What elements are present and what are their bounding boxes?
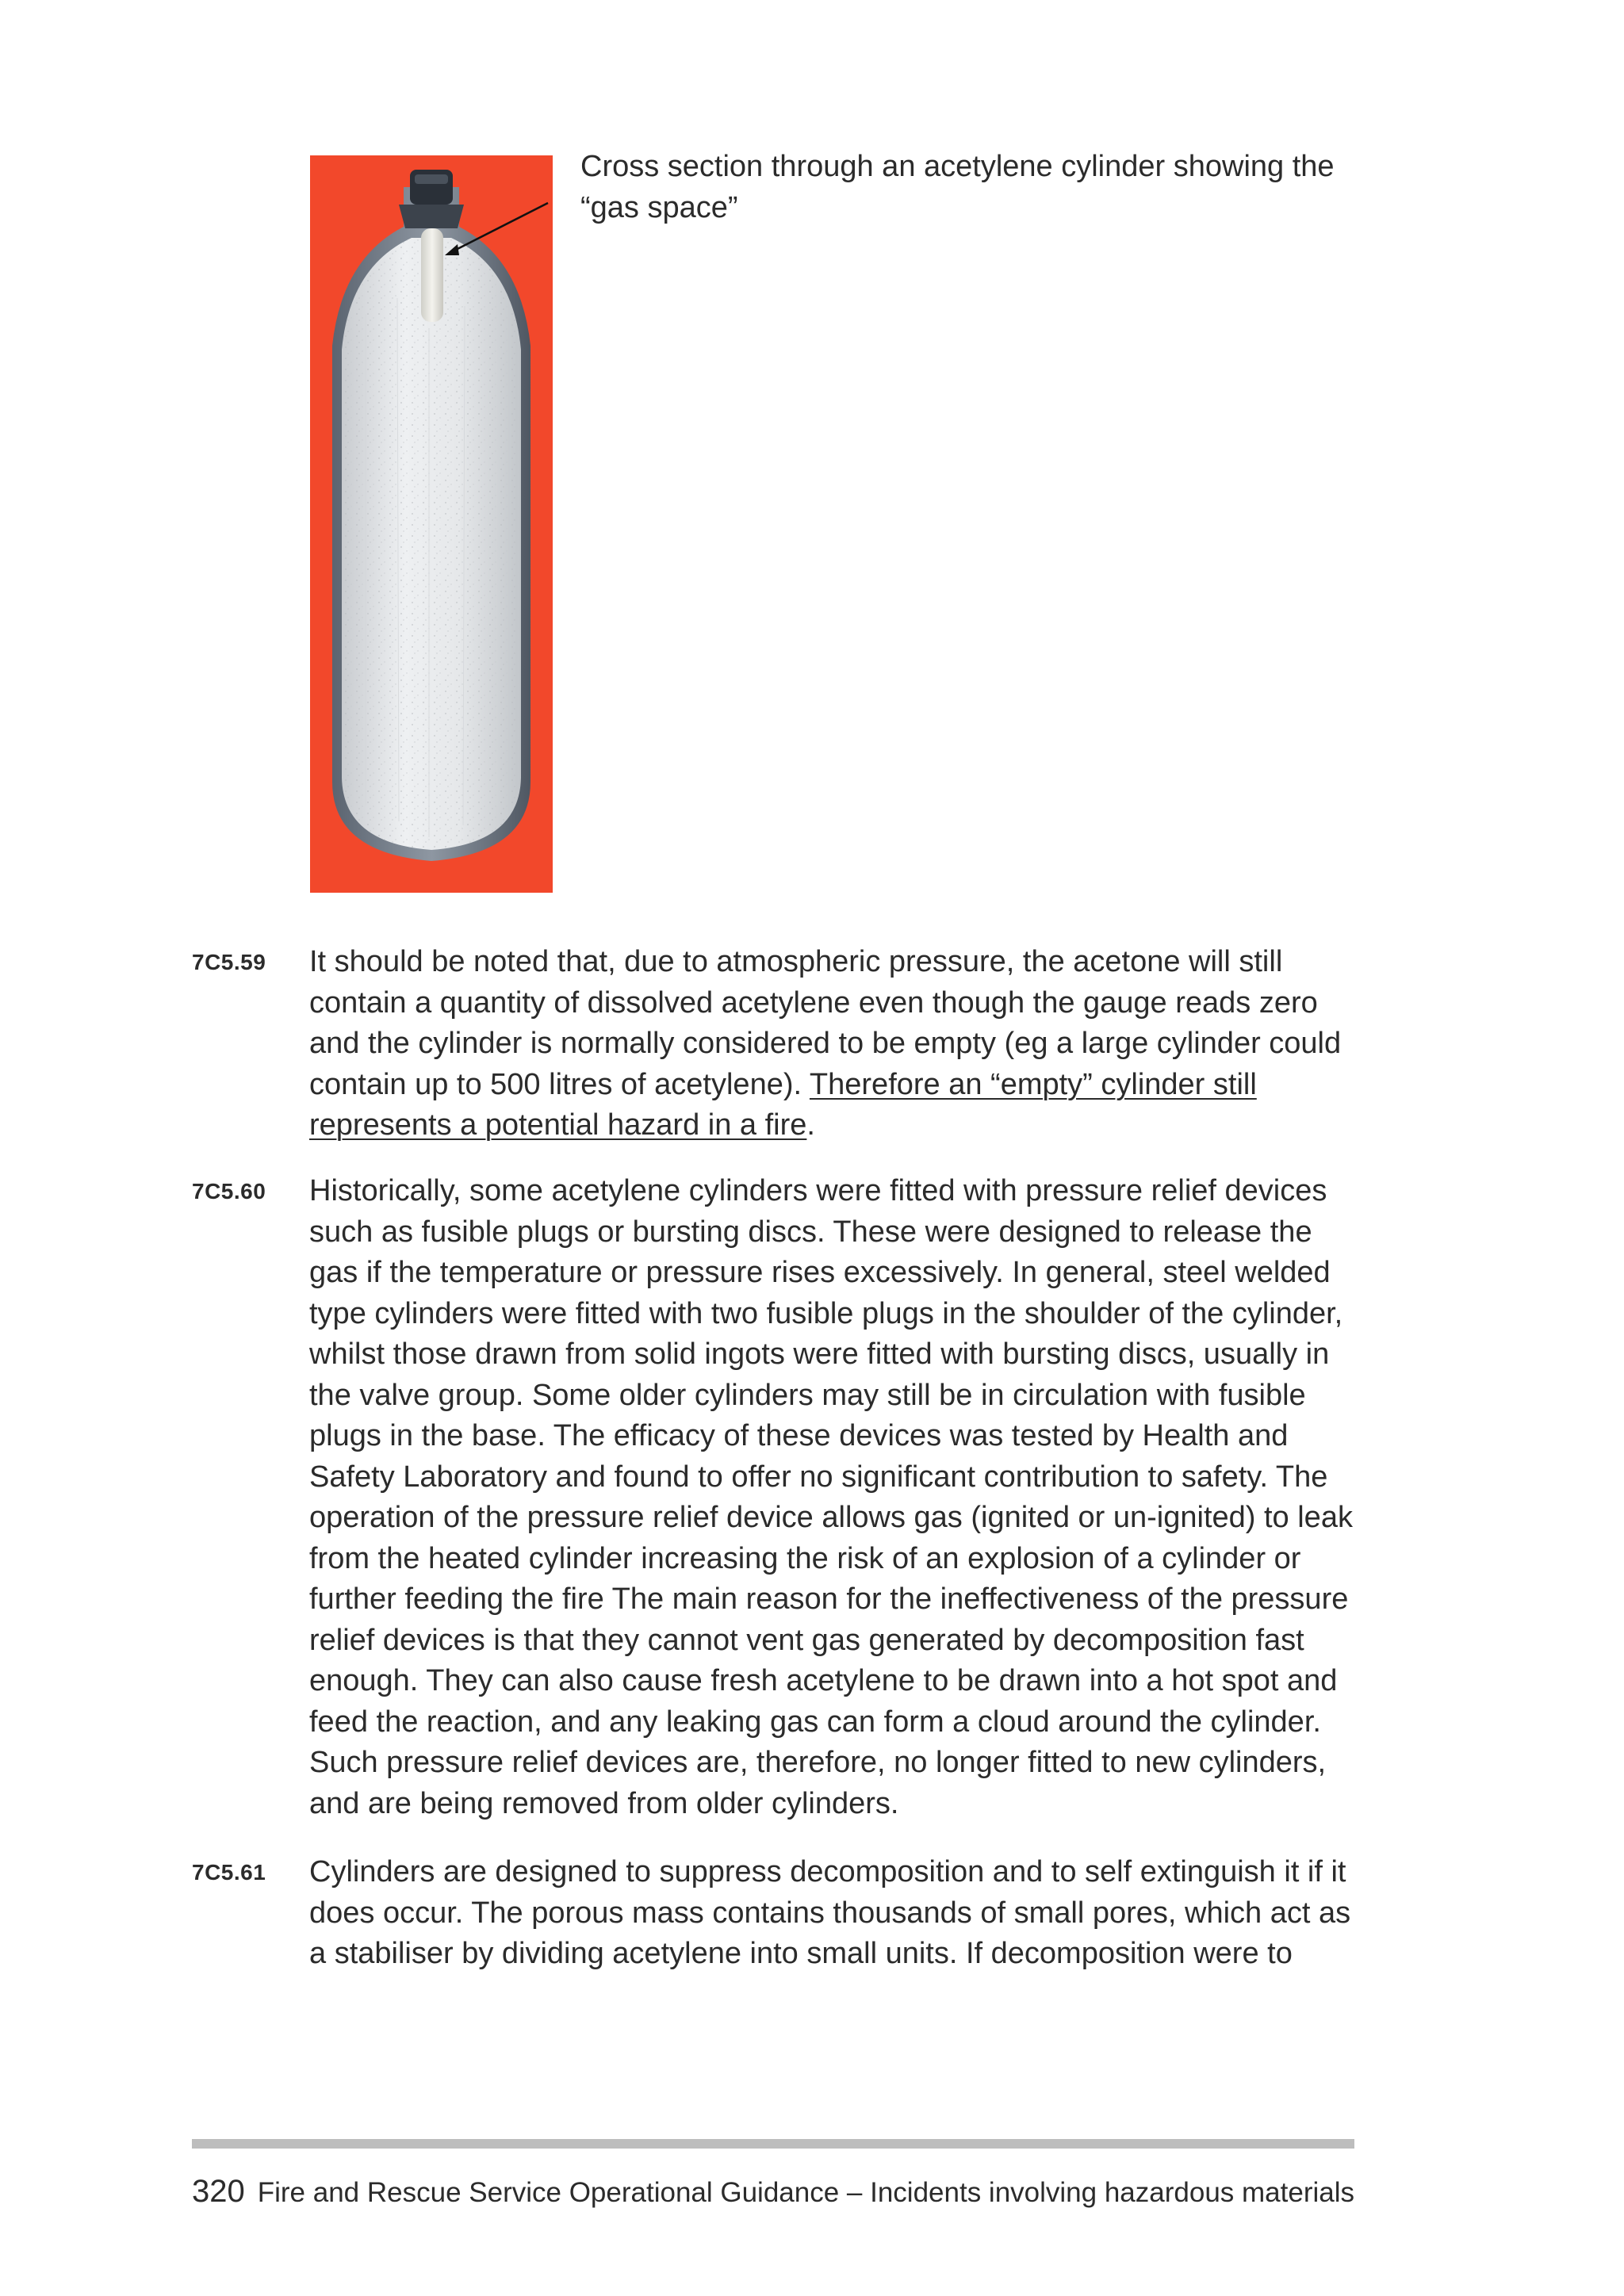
underlined-emphasis: Therefore an “empty” cylinder still represents a potential hazard in a fire	[309, 1067, 1257, 1142]
paragraph-number: 7C5.61	[192, 1860, 266, 1885]
paragraph-text: Historically, some acetylene cylinders were fitted with pressure relief devices such as fusible plugs or bursting discs. These were designed to release the gas if the temperature or pressure rises excessively. In general, steel welded type cylinders were fitted with two fusible plugs in the shoulder of the cylinder, whilst those drawn from solid ingots were fitted with bursting discs, usually in the valve group. Some older cylinders may still be in circulation with fusible plugs in the base. The efficacy of these devices was tested by Health and Safety Laboratory and found to offer no significant contribution to safety. The operation of the pressure relief device allows gas (ignited or un-ignited) to leak from the heated cylinder increasing the risk of an explosion of a cylinder or further feeding the fire The main reason for the ineffectiveness of the pressure relief devices is that they cannot vent gas generated by decomposition fast enough. They can also cause fresh acetylene to be drawn into a hot spot and feed the reaction, and any leaking gas can form a cloud around the cylinder. Such pressure relief devices are, therefore, no longer fitted to new cylinders, and are being removed from older cylinders.	[309, 1174, 1353, 1820]
paragraph-tail: .	[806, 1108, 815, 1142]
figure-caption: Cross section through an acetylene cylinder showing the “gas space”	[580, 150, 1335, 224]
paragraph-text	[309, 942, 1364, 1146]
paragraph-number: 7C5.60	[192, 1179, 266, 1203]
footer-document-title: Fire and Rescue Service Operational Guidance – Incidents involving hazardous materials	[257, 2177, 1354, 2208]
paragraph-text: Cylinders are designed to suppress decomposition and to self extinguish it if it does occur. The porous mass contains thousands of small pores, which act as a stabiliser by dividing acetylene into small units. If decomposition were to	[309, 1855, 1351, 1970]
paragraph-body: It should be noted that, due to atmospheric pressure, the acetone will still contain a quantity of dissolved acetylene even though the gauge reads zero and the cylinder is normally considered to be empty (eg a large cylinder could contain up to 500 litres of acetylene).	[309, 945, 1342, 1101]
acetylene-cylinder-image	[310, 155, 553, 893]
footer-divider	[192, 2139, 1354, 2149]
page-number: 320	[192, 2174, 245, 2209]
cylinder-cross-section-graphic	[310, 155, 553, 893]
paragraph-number: 7C5.59	[192, 950, 266, 974]
